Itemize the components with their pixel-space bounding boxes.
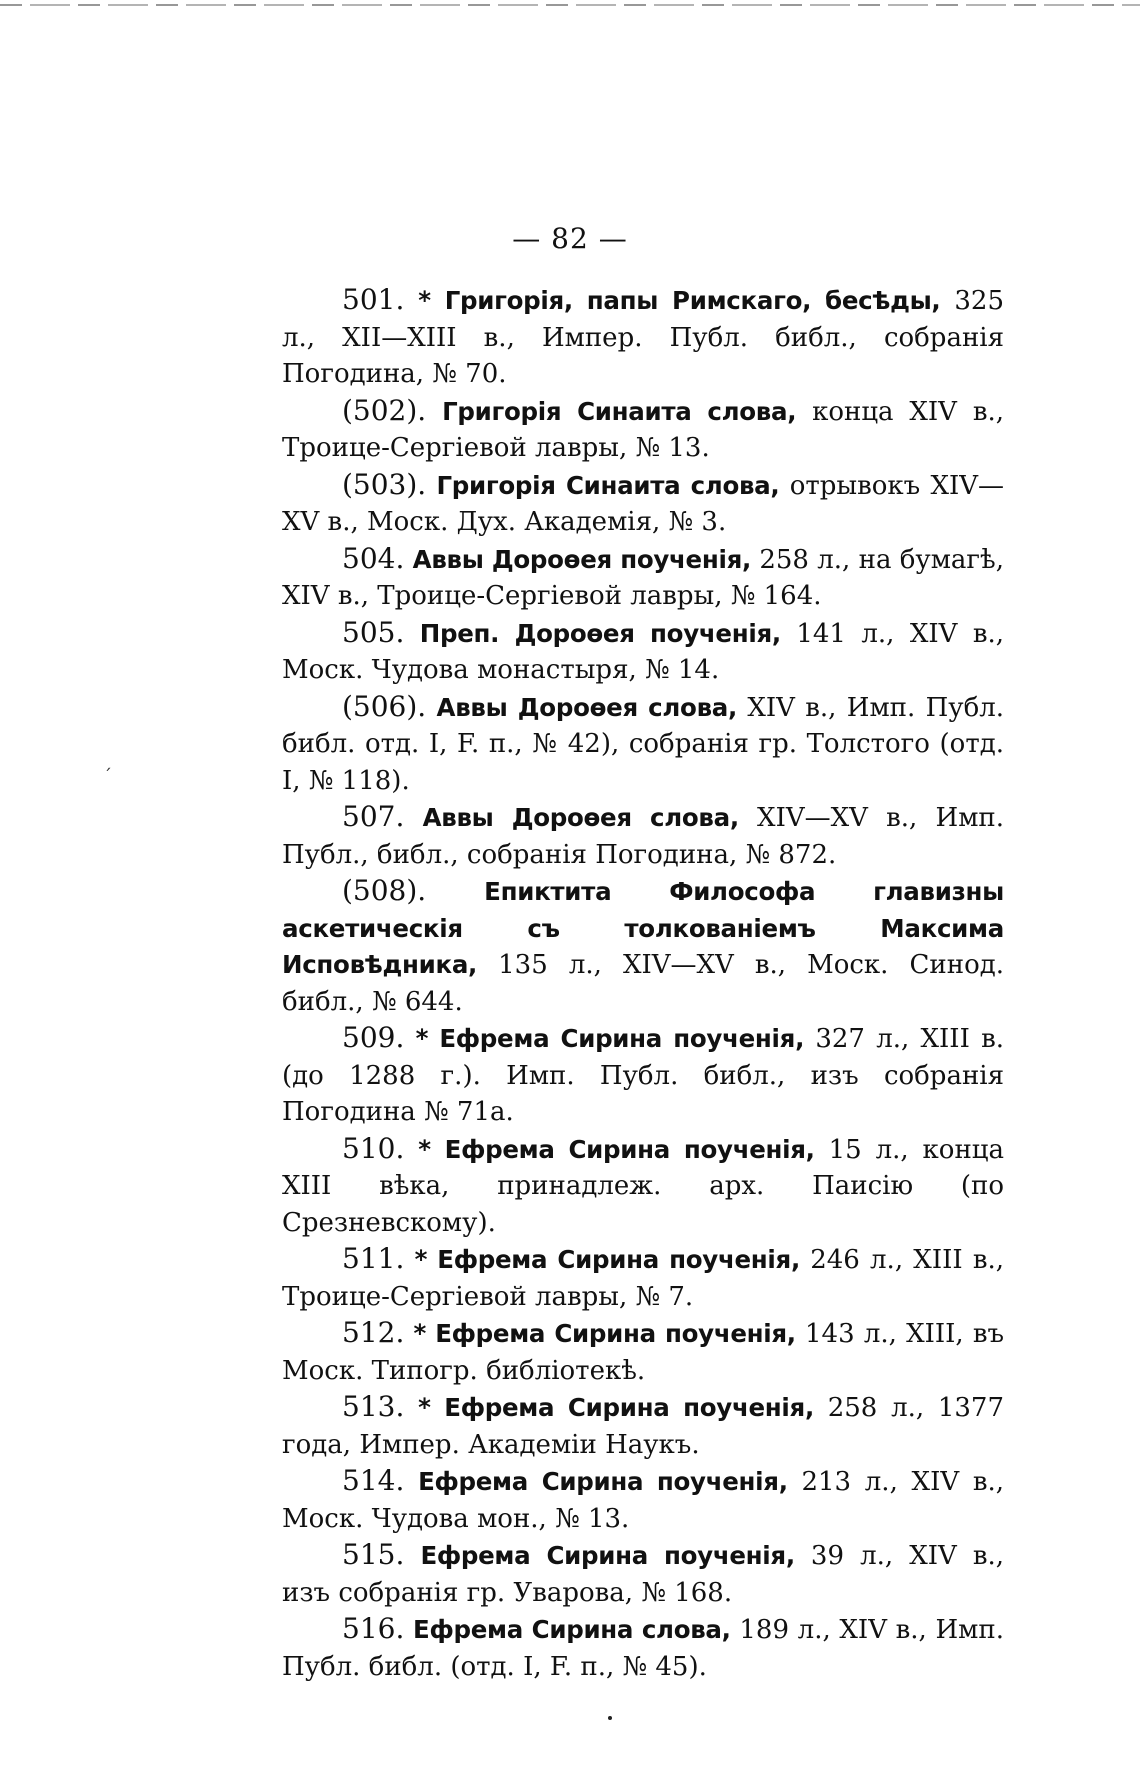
catalog-entry	[282, 1389, 1004, 1463]
entry-title: * Григорія, папы Римскаго, бесѣды,	[418, 286, 941, 315]
entry-title: * Ефрема Сирина поученія,	[414, 1245, 800, 1274]
entry-number: (502).	[342, 393, 427, 427]
page-number: — 82 —	[512, 222, 628, 255]
entry-number: (506).	[342, 689, 427, 723]
entry-number: 513.	[342, 1390, 405, 1423]
entry-number: 505.	[342, 615, 405, 649]
entry-number: (508).	[342, 874, 427, 907]
catalog-entries	[282, 282, 1004, 1685]
entry-description: 189 л., XIV в., Имп. Публ. библ. (отд. I, F. п., № 45).	[282, 1615, 1005, 1682]
entry-description: 141 л., XIV в., Моск. Чудова монастыря, № 14.	[282, 618, 1004, 685]
catalog-entry	[282, 799, 1004, 873]
entry-description: 15 л., конца XIII вѣка, принадлеж. арх. Паисію (по Срезневскому).	[282, 1134, 1005, 1238]
margin-mark: ˊ	[103, 766, 112, 787]
entry-number: 516.	[342, 1612, 405, 1645]
entry-description: 143 л., XIII, въ Моск. Типогр. библіотекѣ.	[282, 1319, 1005, 1386]
entry-title: Григорія Синаита слова,	[442, 396, 797, 426]
catalog-entry	[282, 1020, 1004, 1131]
entry-title: Григорія Синаита слова,	[436, 470, 780, 500]
entry-title: Ефрема Сирина слова,	[413, 1615, 731, 1644]
entry-title: * Ефрема Сирина поученія,	[418, 1134, 815, 1164]
entry-number: (503).	[342, 467, 427, 501]
entry-description: 246 л., XIII в., Троице-Сергіевой лавры, № 7.	[282, 1245, 1005, 1312]
scan-speck	[608, 1716, 612, 1720]
entry-number: 515.	[342, 1538, 405, 1571]
entry-description: конца XIV в., Троице-Сергіевой лавры, № 13.	[282, 396, 1004, 463]
entry-description: 327 л., XIII в. (до 1288 г.). Имп. Публ. библ., изъ собранія Погодина № 71а.	[282, 1024, 1005, 1127]
catalog-entry	[282, 1131, 1004, 1242]
entry-title: Преп. Дороѳея поученія,	[419, 618, 781, 648]
entry-number: 501.	[342, 283, 405, 316]
catalog-entry	[282, 282, 1004, 393]
entry-description: отрывокъ XIV—XV в., Моск. Дух. Академія, № 3.	[282, 470, 1004, 537]
entry-number: 507.	[342, 800, 405, 833]
entry-description: 258 л., 1377 года, Импер. Академіи Наукъ.	[282, 1393, 1005, 1460]
entry-number: 510.	[342, 1131, 405, 1165]
entry-title: Аввы Дороѳея поученія,	[412, 544, 752, 574]
catalog-entry	[282, 467, 1004, 541]
catalog-entry	[282, 689, 1004, 800]
catalog-entry	[282, 1241, 1004, 1315]
catalog-entry	[282, 1537, 1004, 1611]
entry-number: 512.	[342, 1316, 405, 1349]
entry-title: Аввы Дороѳея слова,	[436, 692, 738, 722]
entry-description: 39 л., XIV в., изъ собранія гр. Уварова, № 168.	[282, 1541, 1004, 1608]
catalog-entry	[282, 1463, 1004, 1537]
catalog-entry	[282, 873, 1004, 1020]
entry-description: XIV в., Имп. Публ. библ. отд. I, F. п., № 42), собранія гр. Толстого (отд. I, № 118).	[282, 692, 1005, 796]
entry-description: 213 л., XIV в., Моск. Чудова мон., № 13.	[282, 1467, 1004, 1534]
entry-title: Ефрема Сирина поученія,	[420, 1541, 795, 1570]
entry-title: * Ефрема Сирина поученія,	[418, 1393, 814, 1422]
catalog-entry	[282, 1611, 1004, 1685]
entry-description: 135 л., XIV—XV в., Моск. Синод. библ., № 644.	[282, 950, 1004, 1017]
entry-number: 509.	[342, 1021, 405, 1054]
entry-description: 258 л., на бумагѣ, XIV в., Троице-Сергіевой лавры, № 164.	[282, 544, 1004, 611]
catalog-entry	[282, 1315, 1004, 1389]
entry-number: 514.	[342, 1464, 405, 1497]
entry-title: * Ефрема Сирина поученія,	[415, 1024, 805, 1053]
catalog-entry	[282, 541, 1004, 615]
entry-number: 511.	[342, 1242, 405, 1275]
entry-title: Аввы Дороѳея слова,	[422, 803, 739, 832]
entry-number: 504.	[342, 541, 405, 575]
entry-description: XIV—XV в., Имп. Публ., библ., собранія Погодина, № 872.	[282, 803, 1005, 870]
catalog-entry	[282, 615, 1004, 689]
entry-title: Епиктита Философа главизны аскетическія съ толкованіемъ Максима Исповѣдника,	[282, 877, 1004, 979]
scan-edge-rule	[0, 4, 1140, 6]
catalog-entry	[282, 393, 1004, 467]
entry-title: * Ефрема Сирина поученія,	[413, 1319, 796, 1348]
entry-description: 325 л., XII—XIII в., Импер. Публ. библ., собранія Погодина, № 70.	[282, 286, 1005, 389]
entry-title: Ефрема Сирина поученія,	[418, 1467, 788, 1496]
